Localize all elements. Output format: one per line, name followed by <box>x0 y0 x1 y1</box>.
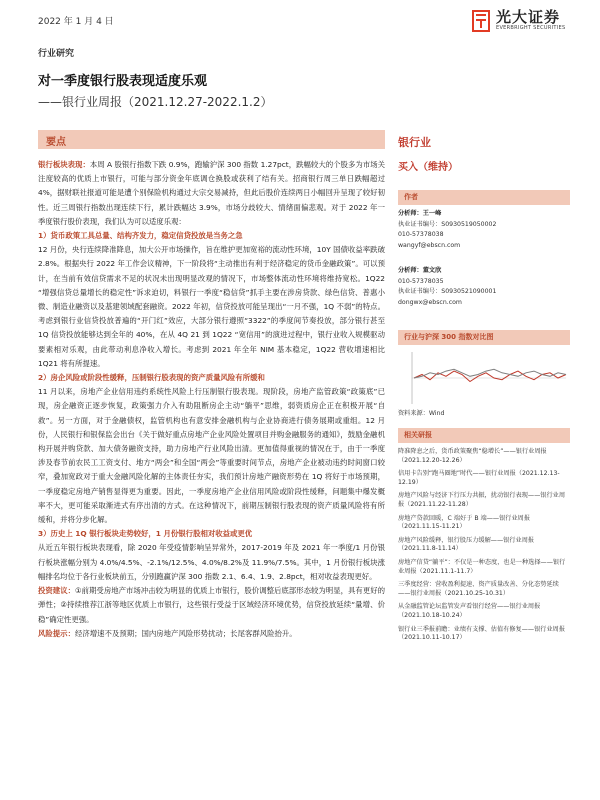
analyst-2-cert: 执业证书编号：S0930521090001 <box>398 288 497 295</box>
chart-source: 资料来源：Wind <box>398 410 445 417</box>
advice-text: ①前期受房地产市场冲击较为明显的优质上市银行，股价调整后底部形态较为明显，具有更好的弹性；②持续推荐江浙等地区优质上市银行，这些银行受益于区域经济环境优势，信贷投放延续“量增、价稳”确定性更强。 <box>38 586 385 624</box>
analyst-2 <box>398 266 570 308</box>
related-label: 相关研报 <box>404 431 432 439</box>
chart-title-bar <box>398 330 570 345</box>
analyst-1-row <box>398 209 570 220</box>
related-report[interactable]: 房地产信贷“躺平”：不仅是一种态度，也是一种选择——银行业周报（2021.11.1-11.7） <box>398 558 566 575</box>
analyst-1-name: 王一峰 <box>422 210 442 217</box>
paragraph-advice <box>38 584 385 627</box>
section-2-text: 11 月以来，房地产企业信用违约系统性风险上行压制银行股表现。现阶段，房地产监管政策“政策底”已现，房企融资正逐步恢复，政策强力介入有助阻断房企主动“躺平”思维，弱资质房企正在积极开展“自救”。另一方面，对于金融债权，监管机构也有意安排金融机构与企业协商进行债务展期或重组。12 月份，人民银行和银保监会出台《关于做好重点房地产企业风险处置项目并购金融服务的通知》，鼓励金融机构开展并购贷款、加大债务融资支持，助力房地产行业风险出清。更加值得重视的情况在于，由于一季度涉及春节前农民工工资支付、地方“两会”和全国“两会”等重要时间节点，房地产企业被动违约时间窗口较窄，叠加宽政对于重大金融风险化解的主体责任夯实，我们预计房地产融资形势在 1Q 将好于市场预期，一季度稳定房地产销售显得更为重要。因此，一季度房地产企业信用风险或阶段性缓释，问题集中爆发概率不大，更可能采取渐进式有序出清的方式。在这种情况下，前期压制银行股表现的资产质量风险将有所缓和，并将分步化解。 <box>38 387 385 525</box>
related-report[interactable]: 房地产风险与经济下行压力共振，扰动银行表现——银行业周报（2021.11.22-11.28） <box>398 492 566 508</box>
analyst-2-name: 董文欣 <box>422 267 442 274</box>
section-1-heading: 1）货币政策工具总量、结构齐发力，稳定信贷投放是当务之急 <box>38 231 243 241</box>
section-3-heading: 3）历史上 1Q 银行板块走势较好，1 月份银行股相对收益或更优 <box>38 529 253 539</box>
advice-key: 投资建议： <box>38 586 75 596</box>
related-report[interactable]: 房地产风险缓释，银行股压力缓解——银行业周报（2021.11.8-11.14） <box>398 536 535 553</box>
related-report[interactable]: 从金融监管论坛监管发声看银行经营——银行业周报（2021.10.18-10.24） <box>398 603 541 619</box>
page-title: 对一季度银行股表现适度乐观 <box>38 74 208 89</box>
analyst-2-phone: 010-57378035 <box>398 277 444 285</box>
logo-mark-icon <box>470 8 492 34</box>
analyst-2-label: 分析师： <box>398 267 423 274</box>
authors-label: 作者 <box>404 193 418 201</box>
analyst-1 <box>398 209 570 251</box>
index-comparison-chart <box>398 348 570 408</box>
related-report[interactable]: 信用卡告别“跑马圈地”时代——银行业周报（2021.12.13-12.19） <box>398 470 560 486</box>
market-key: 银行板块表现： <box>38 160 90 169</box>
summary-band <box>38 130 385 149</box>
analyst-2-row <box>398 266 570 277</box>
related-report[interactable]: 银行业三季报前瞻：业绩有支撑、估值有修复——银行业周报（2021.10.11-10.17） <box>398 625 566 642</box>
analyst-2-email: dongwx@ebscn.com <box>398 298 462 306</box>
section-2-heading: 2）房企风险或阶段性缓释，压制银行股表现的资产质量风险有所缓和 <box>38 373 265 383</box>
market-text: 本周 A 股银行指数下跌 0.9%，跑输沪深 300 指数 1.27pct，跌幅较大的个股多为市场关注度较高的优质上市银行，可能与部分资金年底调仓换股或获利了结有关。招商银行周三单日跌幅超过 4%，据财联社报道可能是遭个别保险机构通过大宗交易减持，但此后股价连续两日小幅回升呈现了较好韧性。近三周银行指数出现连续下行，累计跌幅达 3.9%，市场分歧较大、情绪面偏悲观。对于 2022 年一季度银行股价表现，我们认为可以适度乐观： <box>38 160 385 226</box>
logo-text: 光大证券 <box>496 8 561 26</box>
summary-label: 要点 <box>46 137 66 148</box>
chart-series-group <box>414 369 566 381</box>
paragraph-market <box>38 158 385 229</box>
industry-rating: 买入（维持） <box>398 162 458 173</box>
risk-text: 经济增速不及预期；国内房地产风险形势扰动；长尾客群风险抬升。 <box>74 628 297 638</box>
related-report[interactable]: 三季度经营：营收盈利提速、资产质量改善、分化态势延续——银行业周报（2021.10.25-10.31） <box>398 581 559 597</box>
report-date: 2022 年 1 月 4 日 <box>38 17 114 27</box>
related-bar <box>398 428 570 443</box>
analyst-1-cert: 执业证书编号：S0930519050002 <box>398 220 497 228</box>
risk-key: 风险提示： <box>38 628 75 638</box>
related-reports-list <box>398 448 570 648</box>
paragraph-risk <box>38 627 385 641</box>
analyst-1-phone: 010-57378038 <box>398 231 444 238</box>
series-line-银行 <box>414 371 566 381</box>
analyst-1-label: 分析师： <box>398 210 423 217</box>
section-1-text: 12 月份，央行连续降准降息，加大公开市场操作，旨在维护更加宽裕的流动性环境，10Y 国债收益率跌破 2.8%。根据央行 2022 年工作会议精神，下一阶段将“主动推出有利于经济稳定的货币金融政策”。可以预计，在当前有效信贷需求不足的状况未出现明显改观的情况下，市场整体流动性环境将维持宽松。1Q22 “增强信贷总量增长的稳定性”诉求迫切，料银行一季度“稳信贷”抓手主要在涉房贷款、绿色信贷、普惠小微、制造业融资以及基建领域配套融资。2022 年初，信贷投放可能呈现出“一月不强，1Q 不弱”的特点。考虑到银行业信贷投放普遍的“开门红”效应，大部分银行遵照“3322”的季度间节奏投放，部分银行甚至 1Q 信贷投放能够达到全年的 40%，在从 4Q 21 到 1Q22 “宽信用”的演进过程中，银行业收入规模驱动要素相对乐观，由此带动利息净收入增长。考虑到 2021 年全年 NIM 基本稳定，1Q22 营收增速相比 1Q21 将有所提速。 <box>38 245 385 368</box>
chart-title: 行业与沪深 300 指数对比图 <box>404 333 494 341</box>
authors-bar <box>398 190 570 205</box>
industry-name: 银行业 <box>398 136 431 149</box>
logo-subtext: EVERBRIGHT SECURITIES <box>496 25 566 31</box>
related-report[interactable]: 降准降息之后，货币政策聚焦“稳增长”——银行业周报（2021.12.20-12.26） <box>398 448 547 464</box>
analyst-1-email: wangyf@ebscn.com <box>398 241 461 249</box>
related-report[interactable]: 房地产贷款回暖，C 端好于 B 端——银行业周报（2021.11.15-11.21） <box>398 514 531 531</box>
page-subtitle: ——银行业周报（2021.12.27-2022.1.2） <box>38 95 273 109</box>
section-3-text: 从近五年银行板块表现看，除 2020 年受疫情影响呈异常外，2017-2019 年及 2021 年一季度/1 月份银行板块涨幅分别为 4.0%/4.5%、-2.1%/12.5%、4.0%/8.2%及 11.9%/7.5%。其中，1 月份银行板块涨幅排名均位于各行业板块前五，分别跑赢沪深 300 指数 2.1、6.4、1.9、2.8pct，相对收益表现更好。 <box>38 543 385 581</box>
category-label: 行业研究 <box>38 49 75 59</box>
report-body <box>38 158 385 641</box>
